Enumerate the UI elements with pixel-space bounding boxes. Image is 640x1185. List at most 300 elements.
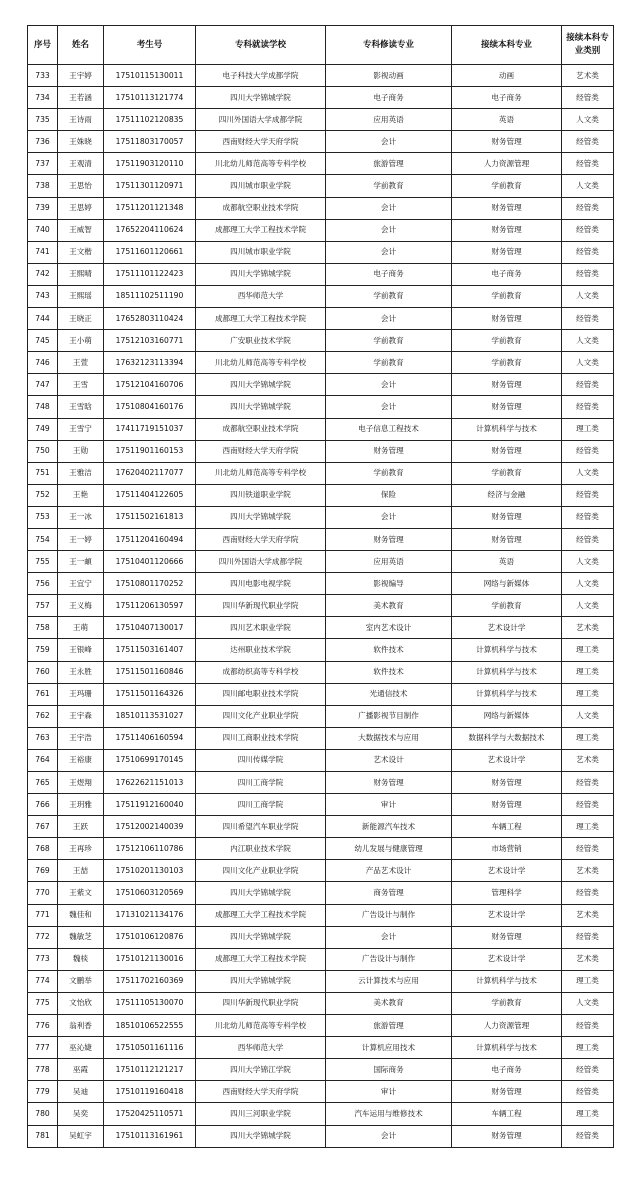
- cell-bachelor-major: 计算机科学与技术: [452, 661, 562, 683]
- cell-college: 成都理工大学工程技术学院: [196, 948, 326, 970]
- cell-major-category: 人文类: [562, 285, 614, 307]
- cell-index: 737: [28, 153, 58, 175]
- cell-index: 760: [28, 661, 58, 683]
- cell-bachelor-major: 学前教育: [452, 330, 562, 352]
- cell-name: 王一頔: [58, 551, 104, 573]
- cell-name: 王萱: [58, 352, 104, 374]
- cell-major-category: 理工类: [562, 683, 614, 705]
- cell-name: 王熙晴: [58, 263, 104, 285]
- enrollment-list-document: [27, 25, 613, 1148]
- cell-index: 770: [28, 882, 58, 904]
- cell-bachelor-major: 艺术设计学: [452, 948, 562, 970]
- cell-college-major: 软件技术: [326, 639, 452, 661]
- cell-index: 743: [28, 285, 58, 307]
- cell-index: 741: [28, 241, 58, 263]
- cell-index: 756: [28, 573, 58, 595]
- cell-name: 王银峰: [58, 639, 104, 661]
- cell-college-major: 学前教育: [326, 462, 452, 484]
- table-row: [28, 263, 614, 285]
- table-row: [28, 617, 614, 639]
- cell-candidate-number: 17511502161813: [104, 506, 196, 528]
- cell-bachelor-major: 财务管理: [452, 506, 562, 528]
- cell-candidate-number: 17511301120971: [104, 175, 196, 197]
- cell-name: 王玥雅: [58, 794, 104, 816]
- table-row: [28, 1015, 614, 1037]
- cell-name: 王宜宁: [58, 573, 104, 595]
- cell-major-category: 经管类: [562, 87, 614, 109]
- cell-college: 广安职业技术学院: [196, 330, 326, 352]
- cell-index: 749: [28, 418, 58, 440]
- cell-college-major: 会计: [326, 506, 452, 528]
- cell-college-major: 大数据技术与应用: [326, 727, 452, 749]
- cell-major-category: 人文类: [562, 109, 614, 131]
- cell-major-category: 艺术类: [562, 749, 614, 771]
- cell-bachelor-major: 动画: [452, 65, 562, 87]
- cell-name: 王观清: [58, 153, 104, 175]
- cell-major-category: 经管类: [562, 1059, 614, 1081]
- cell-name: 文怡欣: [58, 992, 104, 1014]
- table-row: [28, 109, 614, 131]
- cell-college-major: 广播影视节目制作: [326, 705, 452, 727]
- cell-bachelor-major: 管理科学: [452, 882, 562, 904]
- cell-college: 电子科技大学成都学院: [196, 65, 326, 87]
- table-row: [28, 816, 614, 838]
- cell-index: 769: [28, 860, 58, 882]
- cell-bachelor-major: 人力资源管理: [452, 1015, 562, 1037]
- cell-name: 王文楷: [58, 241, 104, 263]
- cell-name: 王宇森: [58, 705, 104, 727]
- cell-name: 王晓正: [58, 308, 104, 330]
- cell-college: 达州职业技术学院: [196, 639, 326, 661]
- cell-college-major: 会计: [326, 1125, 452, 1147]
- cell-college: 四川大学锦城学院: [196, 506, 326, 528]
- cell-bachelor-major: 市场营销: [452, 838, 562, 860]
- cell-major-category: 艺术类: [562, 860, 614, 882]
- cell-major-category: 经管类: [562, 528, 614, 550]
- cell-index: 745: [28, 330, 58, 352]
- cell-index: 750: [28, 440, 58, 462]
- cell-candidate-number: 17510106120876: [104, 926, 196, 948]
- cell-bachelor-major: 英语: [452, 109, 562, 131]
- header-name: 姓名: [58, 26, 104, 65]
- cell-major-category: 经管类: [562, 1125, 614, 1147]
- cell-bachelor-major: 财务管理: [452, 308, 562, 330]
- cell-college-major: 应用英语: [326, 109, 452, 131]
- cell-index: 734: [28, 87, 58, 109]
- table-row: [28, 860, 614, 882]
- cell-major-category: 经管类: [562, 772, 614, 794]
- cell-index: 744: [28, 308, 58, 330]
- cell-candidate-number: 17511406160594: [104, 727, 196, 749]
- cell-major-category: 经管类: [562, 219, 614, 241]
- cell-candidate-number: 17632123113394: [104, 352, 196, 374]
- cell-college-major: 艺术设计: [326, 749, 452, 771]
- cell-bachelor-major: 人力资源管理: [452, 153, 562, 175]
- table-row: [28, 727, 614, 749]
- cell-candidate-number: 17511601120661: [104, 241, 196, 263]
- cell-bachelor-major: 网络与新媒体: [452, 705, 562, 727]
- table-row: [28, 705, 614, 727]
- cell-name: 王熙瑶: [58, 285, 104, 307]
- cell-name: 王紫文: [58, 882, 104, 904]
- cell-bachelor-major: 艺术设计学: [452, 904, 562, 926]
- cell-college-major: 会计: [326, 374, 452, 396]
- cell-name: 文鹏举: [58, 970, 104, 992]
- cell-bachelor-major: 财务管理: [452, 794, 562, 816]
- cell-name: 王雪: [58, 374, 104, 396]
- cell-bachelor-major: 艺术设计学: [452, 860, 562, 882]
- table-header-row: [28, 26, 614, 65]
- cell-candidate-number: 17511501164326: [104, 683, 196, 705]
- cell-candidate-number: 18511102511190: [104, 285, 196, 307]
- cell-college-major: 会计: [326, 219, 452, 241]
- cell-college: 四川大学锦城学院: [196, 970, 326, 992]
- cell-candidate-number: 17652204110624: [104, 219, 196, 241]
- cell-college: 四川希望汽车职业学院: [196, 816, 326, 838]
- cell-candidate-number: 17511901160153: [104, 440, 196, 462]
- table-row: [28, 882, 614, 904]
- table-row: [28, 639, 614, 661]
- cell-college: 四川大学锦城学院: [196, 1125, 326, 1147]
- cell-college-major: 电子商务: [326, 263, 452, 285]
- cell-bachelor-major: 财务管理: [452, 772, 562, 794]
- table-row: [28, 595, 614, 617]
- cell-bachelor-major: 计算机科学与技术: [452, 683, 562, 705]
- cell-name: 王诗雨: [58, 109, 104, 131]
- cell-bachelor-major: 经济与金融: [452, 484, 562, 506]
- table-row: [28, 440, 614, 462]
- cell-name: 魏棪: [58, 948, 104, 970]
- cell-bachelor-major: 艺术设计学: [452, 617, 562, 639]
- cell-name: 王雅洁: [58, 462, 104, 484]
- table-row: [28, 926, 614, 948]
- cell-index: 765: [28, 772, 58, 794]
- cell-name: 魏佳和: [58, 904, 104, 926]
- cell-candidate-number: 18510113531027: [104, 705, 196, 727]
- cell-bachelor-major: 财务管理: [452, 374, 562, 396]
- cell-candidate-number: 17511903120110: [104, 153, 196, 175]
- table-row: [28, 396, 614, 418]
- cell-index: 746: [28, 352, 58, 374]
- cell-college: 四川大学锦城学院: [196, 926, 326, 948]
- cell-college-major: 云计算技术与应用: [326, 970, 452, 992]
- table-row: [28, 153, 614, 175]
- header-college-major: 专科修读专业: [326, 26, 452, 65]
- cell-major-category: 理工类: [562, 727, 614, 749]
- header-index: 序号: [28, 26, 58, 65]
- table-row: [28, 683, 614, 705]
- cell-name: 王若涵: [58, 87, 104, 109]
- cell-college: 川北幼儿师范高等专科学校: [196, 153, 326, 175]
- cell-index: 776: [28, 1015, 58, 1037]
- cell-index: 761: [28, 683, 58, 705]
- cell-college: 成都理工大学工程技术学院: [196, 904, 326, 926]
- cell-college-major: 会计: [326, 926, 452, 948]
- table-row: [28, 197, 614, 219]
- cell-college: 西南财经大学天府学院: [196, 528, 326, 550]
- cell-name: 王思婷: [58, 197, 104, 219]
- table-body: [28, 65, 614, 1148]
- cell-candidate-number: 17510401120666: [104, 551, 196, 573]
- cell-bachelor-major: 学前教育: [452, 992, 562, 1014]
- cell-major-category: 经管类: [562, 131, 614, 153]
- cell-college-major: 审计: [326, 794, 452, 816]
- cell-candidate-number: 17511912160040: [104, 794, 196, 816]
- cell-index: 774: [28, 970, 58, 992]
- cell-index: 758: [28, 617, 58, 639]
- cell-college: 成都理工大学工程技术学院: [196, 308, 326, 330]
- cell-college-major: 新能源汽车技术: [326, 816, 452, 838]
- cell-candidate-number: 17511503161407: [104, 639, 196, 661]
- table-row: [28, 1081, 614, 1103]
- cell-major-category: 理工类: [562, 816, 614, 838]
- cell-major-category: 经管类: [562, 396, 614, 418]
- cell-major-category: 人文类: [562, 573, 614, 595]
- cell-bachelor-major: 学前教育: [452, 595, 562, 617]
- cell-bachelor-major: 车辆工程: [452, 1103, 562, 1125]
- cell-college-major: 财务管理: [326, 772, 452, 794]
- cell-index: 779: [28, 1081, 58, 1103]
- cell-name: 王一冰: [58, 506, 104, 528]
- table-row: [28, 749, 614, 771]
- cell-index: 775: [28, 992, 58, 1014]
- table-row: [28, 131, 614, 153]
- cell-major-category: 经管类: [562, 484, 614, 506]
- cell-candidate-number: 17520425110571: [104, 1103, 196, 1125]
- cell-candidate-number: 17622621151013: [104, 772, 196, 794]
- cell-name: 王裕康: [58, 749, 104, 771]
- table-row: [28, 418, 614, 440]
- cell-index: 747: [28, 374, 58, 396]
- cell-college: 川北幼儿师范高等专科学校: [196, 462, 326, 484]
- cell-bachelor-major: 英语: [452, 551, 562, 573]
- table-row: [28, 374, 614, 396]
- cell-candidate-number: 17510119160418: [104, 1081, 196, 1103]
- cell-candidate-number: 17510201130103: [104, 860, 196, 882]
- table-row: [28, 65, 614, 87]
- cell-index: 780: [28, 1103, 58, 1125]
- cell-candidate-number: 17510801170252: [104, 573, 196, 595]
- cell-major-category: 艺术类: [562, 617, 614, 639]
- cell-college-major: 光通信技术: [326, 683, 452, 705]
- cell-college: 四川大学锦城学院: [196, 263, 326, 285]
- cell-college-major: 旅游管理: [326, 1015, 452, 1037]
- cell-college: 四川外国语大学成都学院: [196, 109, 326, 131]
- table-row: [28, 992, 614, 1014]
- table-row: [28, 484, 614, 506]
- cell-college: 成都航空职业技术学院: [196, 418, 326, 440]
- cell-index: 777: [28, 1037, 58, 1059]
- cell-name: 吴迪: [58, 1081, 104, 1103]
- cell-candidate-number: 17510603120569: [104, 882, 196, 904]
- cell-college-major: 应用英语: [326, 551, 452, 573]
- table-row: [28, 838, 614, 860]
- cell-index: 764: [28, 749, 58, 771]
- cell-candidate-number: 17512103160771: [104, 330, 196, 352]
- cell-college: 四川大学锦城学院: [196, 396, 326, 418]
- cell-college: 西华师范大学: [196, 1037, 326, 1059]
- cell-name: 吴虹宇: [58, 1125, 104, 1147]
- cell-college: 四川传媒学院: [196, 749, 326, 771]
- cell-major-category: 经管类: [562, 506, 614, 528]
- cell-index: 754: [28, 528, 58, 550]
- cell-bachelor-major: 财务管理: [452, 219, 562, 241]
- cell-college-major: 财务管理: [326, 440, 452, 462]
- cell-index: 751: [28, 462, 58, 484]
- cell-bachelor-major: 学前教育: [452, 462, 562, 484]
- cell-college-major: 产品艺术设计: [326, 860, 452, 882]
- cell-college: 四川大学锦城学院: [196, 882, 326, 904]
- cell-college: 四川文化产业职业学院: [196, 860, 326, 882]
- cell-college: 四川大学锦城学院: [196, 87, 326, 109]
- cell-index: 772: [28, 926, 58, 948]
- cell-college: 四川艺术职业学院: [196, 617, 326, 639]
- table-row: [28, 175, 614, 197]
- cell-bachelor-major: 计算机科学与技术: [452, 639, 562, 661]
- cell-college-major: 会计: [326, 241, 452, 263]
- cell-major-category: 理工类: [562, 1037, 614, 1059]
- cell-candidate-number: 17510121130016: [104, 948, 196, 970]
- cell-bachelor-major: 学前教育: [452, 352, 562, 374]
- cell-candidate-number: 17510113161961: [104, 1125, 196, 1147]
- cell-candidate-number: 17510115130011: [104, 65, 196, 87]
- cell-bachelor-major: 电子商务: [452, 263, 562, 285]
- cell-college: 西南财经大学天府学院: [196, 440, 326, 462]
- cell-bachelor-major: 财务管理: [452, 926, 562, 948]
- cell-college: 成都理工大学工程技术学院: [196, 219, 326, 241]
- table-row: [28, 528, 614, 550]
- cell-major-category: 理工类: [562, 1103, 614, 1125]
- cell-college-major: 学前教育: [326, 175, 452, 197]
- cell-college-major: 商务管理: [326, 882, 452, 904]
- cell-bachelor-major: 网络与新媒体: [452, 573, 562, 595]
- cell-college-major: 电子信息工程技术: [326, 418, 452, 440]
- cell-candidate-number: 17652803110424: [104, 308, 196, 330]
- cell-bachelor-major: 计算机科学与技术: [452, 970, 562, 992]
- cell-major-category: 经管类: [562, 440, 614, 462]
- cell-name: 王玛珊: [58, 683, 104, 705]
- cell-bachelor-major: 财务管理: [452, 197, 562, 219]
- cell-major-category: 艺术类: [562, 904, 614, 926]
- cell-college: 四川城市职业学院: [196, 241, 326, 263]
- cell-major-category: 理工类: [562, 970, 614, 992]
- cell-college: 成都纺织高等专科学校: [196, 661, 326, 683]
- cell-major-category: 人文类: [562, 352, 614, 374]
- table-row: [28, 661, 614, 683]
- table-row: [28, 948, 614, 970]
- cell-college: 四川外国语大学成都学院: [196, 551, 326, 573]
- cell-college-major: 美术教育: [326, 595, 452, 617]
- cell-college-major: 电子商务: [326, 87, 452, 109]
- cell-index: 740: [28, 219, 58, 241]
- cell-major-category: 经管类: [562, 1081, 614, 1103]
- cell-index: 759: [28, 639, 58, 661]
- cell-bachelor-major: 电子商务: [452, 1059, 562, 1081]
- cell-major-category: 经管类: [562, 197, 614, 219]
- cell-candidate-number: 17511206130597: [104, 595, 196, 617]
- cell-major-category: 经管类: [562, 794, 614, 816]
- cell-bachelor-major: 数据科学与大数据技术: [452, 727, 562, 749]
- cell-candidate-number: 17510112121217: [104, 1059, 196, 1081]
- cell-index: 773: [28, 948, 58, 970]
- table-row: [28, 241, 614, 263]
- cell-college-major: 保险: [326, 484, 452, 506]
- cell-college-major: 会计: [326, 308, 452, 330]
- header-candidate-number: 考生号: [104, 26, 196, 65]
- cell-college-major: 计算机应用技术: [326, 1037, 452, 1059]
- cell-candidate-number: 17510501161116: [104, 1037, 196, 1059]
- cell-index: 781: [28, 1125, 58, 1147]
- cell-college: 四川华新现代职业学院: [196, 992, 326, 1014]
- cell-college: 四川工商学院: [196, 772, 326, 794]
- cell-major-category: 艺术类: [562, 65, 614, 87]
- table-row: [28, 308, 614, 330]
- cell-college: 川北幼儿师范高等专科学校: [196, 352, 326, 374]
- cell-major-category: 经管类: [562, 838, 614, 860]
- cell-bachelor-major: 学前教育: [452, 285, 562, 307]
- cell-college-major: 影视动画: [326, 65, 452, 87]
- cell-name: 王煜翔: [58, 772, 104, 794]
- cell-college-major: 旅游管理: [326, 153, 452, 175]
- cell-index: 739: [28, 197, 58, 219]
- cell-major-category: 经管类: [562, 926, 614, 948]
- cell-college-major: 会计: [326, 197, 452, 219]
- cell-name: 王跃: [58, 816, 104, 838]
- cell-index: 748: [28, 396, 58, 418]
- cell-college: 成都航空职业技术学院: [196, 197, 326, 219]
- cell-college: 西华师范大学: [196, 285, 326, 307]
- cell-name: 王喆: [58, 860, 104, 882]
- cell-index: 778: [28, 1059, 58, 1081]
- cell-major-category: 人文类: [562, 462, 614, 484]
- table-row: [28, 506, 614, 528]
- cell-name: 王勋: [58, 440, 104, 462]
- cell-name: 王雪宁: [58, 418, 104, 440]
- cell-college: 四川工商学院: [196, 794, 326, 816]
- cell-name: 王萌: [58, 617, 104, 639]
- cell-candidate-number: 17510407130017: [104, 617, 196, 639]
- cell-major-category: 经管类: [562, 263, 614, 285]
- table-row: [28, 1125, 614, 1147]
- cell-major-category: 理工类: [562, 418, 614, 440]
- cell-major-category: 经管类: [562, 241, 614, 263]
- cell-name: 王思怡: [58, 175, 104, 197]
- cell-name: 王艳: [58, 484, 104, 506]
- cell-major-category: 艺术类: [562, 948, 614, 970]
- cell-college: 四川邮电职业技术学院: [196, 683, 326, 705]
- table-row: [28, 330, 614, 352]
- cell-name: 王小萌: [58, 330, 104, 352]
- cell-candidate-number: 18510106522555: [104, 1015, 196, 1037]
- cell-candidate-number: 17511201121348: [104, 197, 196, 219]
- cell-college-major: 汽车运用与维修技术: [326, 1103, 452, 1125]
- cell-bachelor-major: 计算机科学与技术: [452, 418, 562, 440]
- cell-name: 王永胜: [58, 661, 104, 683]
- cell-college-major: 学前教育: [326, 352, 452, 374]
- table-row: [28, 285, 614, 307]
- cell-name: 王一婷: [58, 528, 104, 550]
- cell-college-major: 会计: [326, 396, 452, 418]
- cell-college-major: 国际商务: [326, 1059, 452, 1081]
- cell-major-category: 人文类: [562, 330, 614, 352]
- cell-name: 王宇婷: [58, 65, 104, 87]
- cell-college: 四川工商职业技术学院: [196, 727, 326, 749]
- table-row: [28, 462, 614, 484]
- cell-candidate-number: 17511501160846: [104, 661, 196, 683]
- cell-index: 733: [28, 65, 58, 87]
- header-major-category: 接续本科专业类别: [562, 26, 614, 65]
- header-college: 专科就读学校: [196, 26, 326, 65]
